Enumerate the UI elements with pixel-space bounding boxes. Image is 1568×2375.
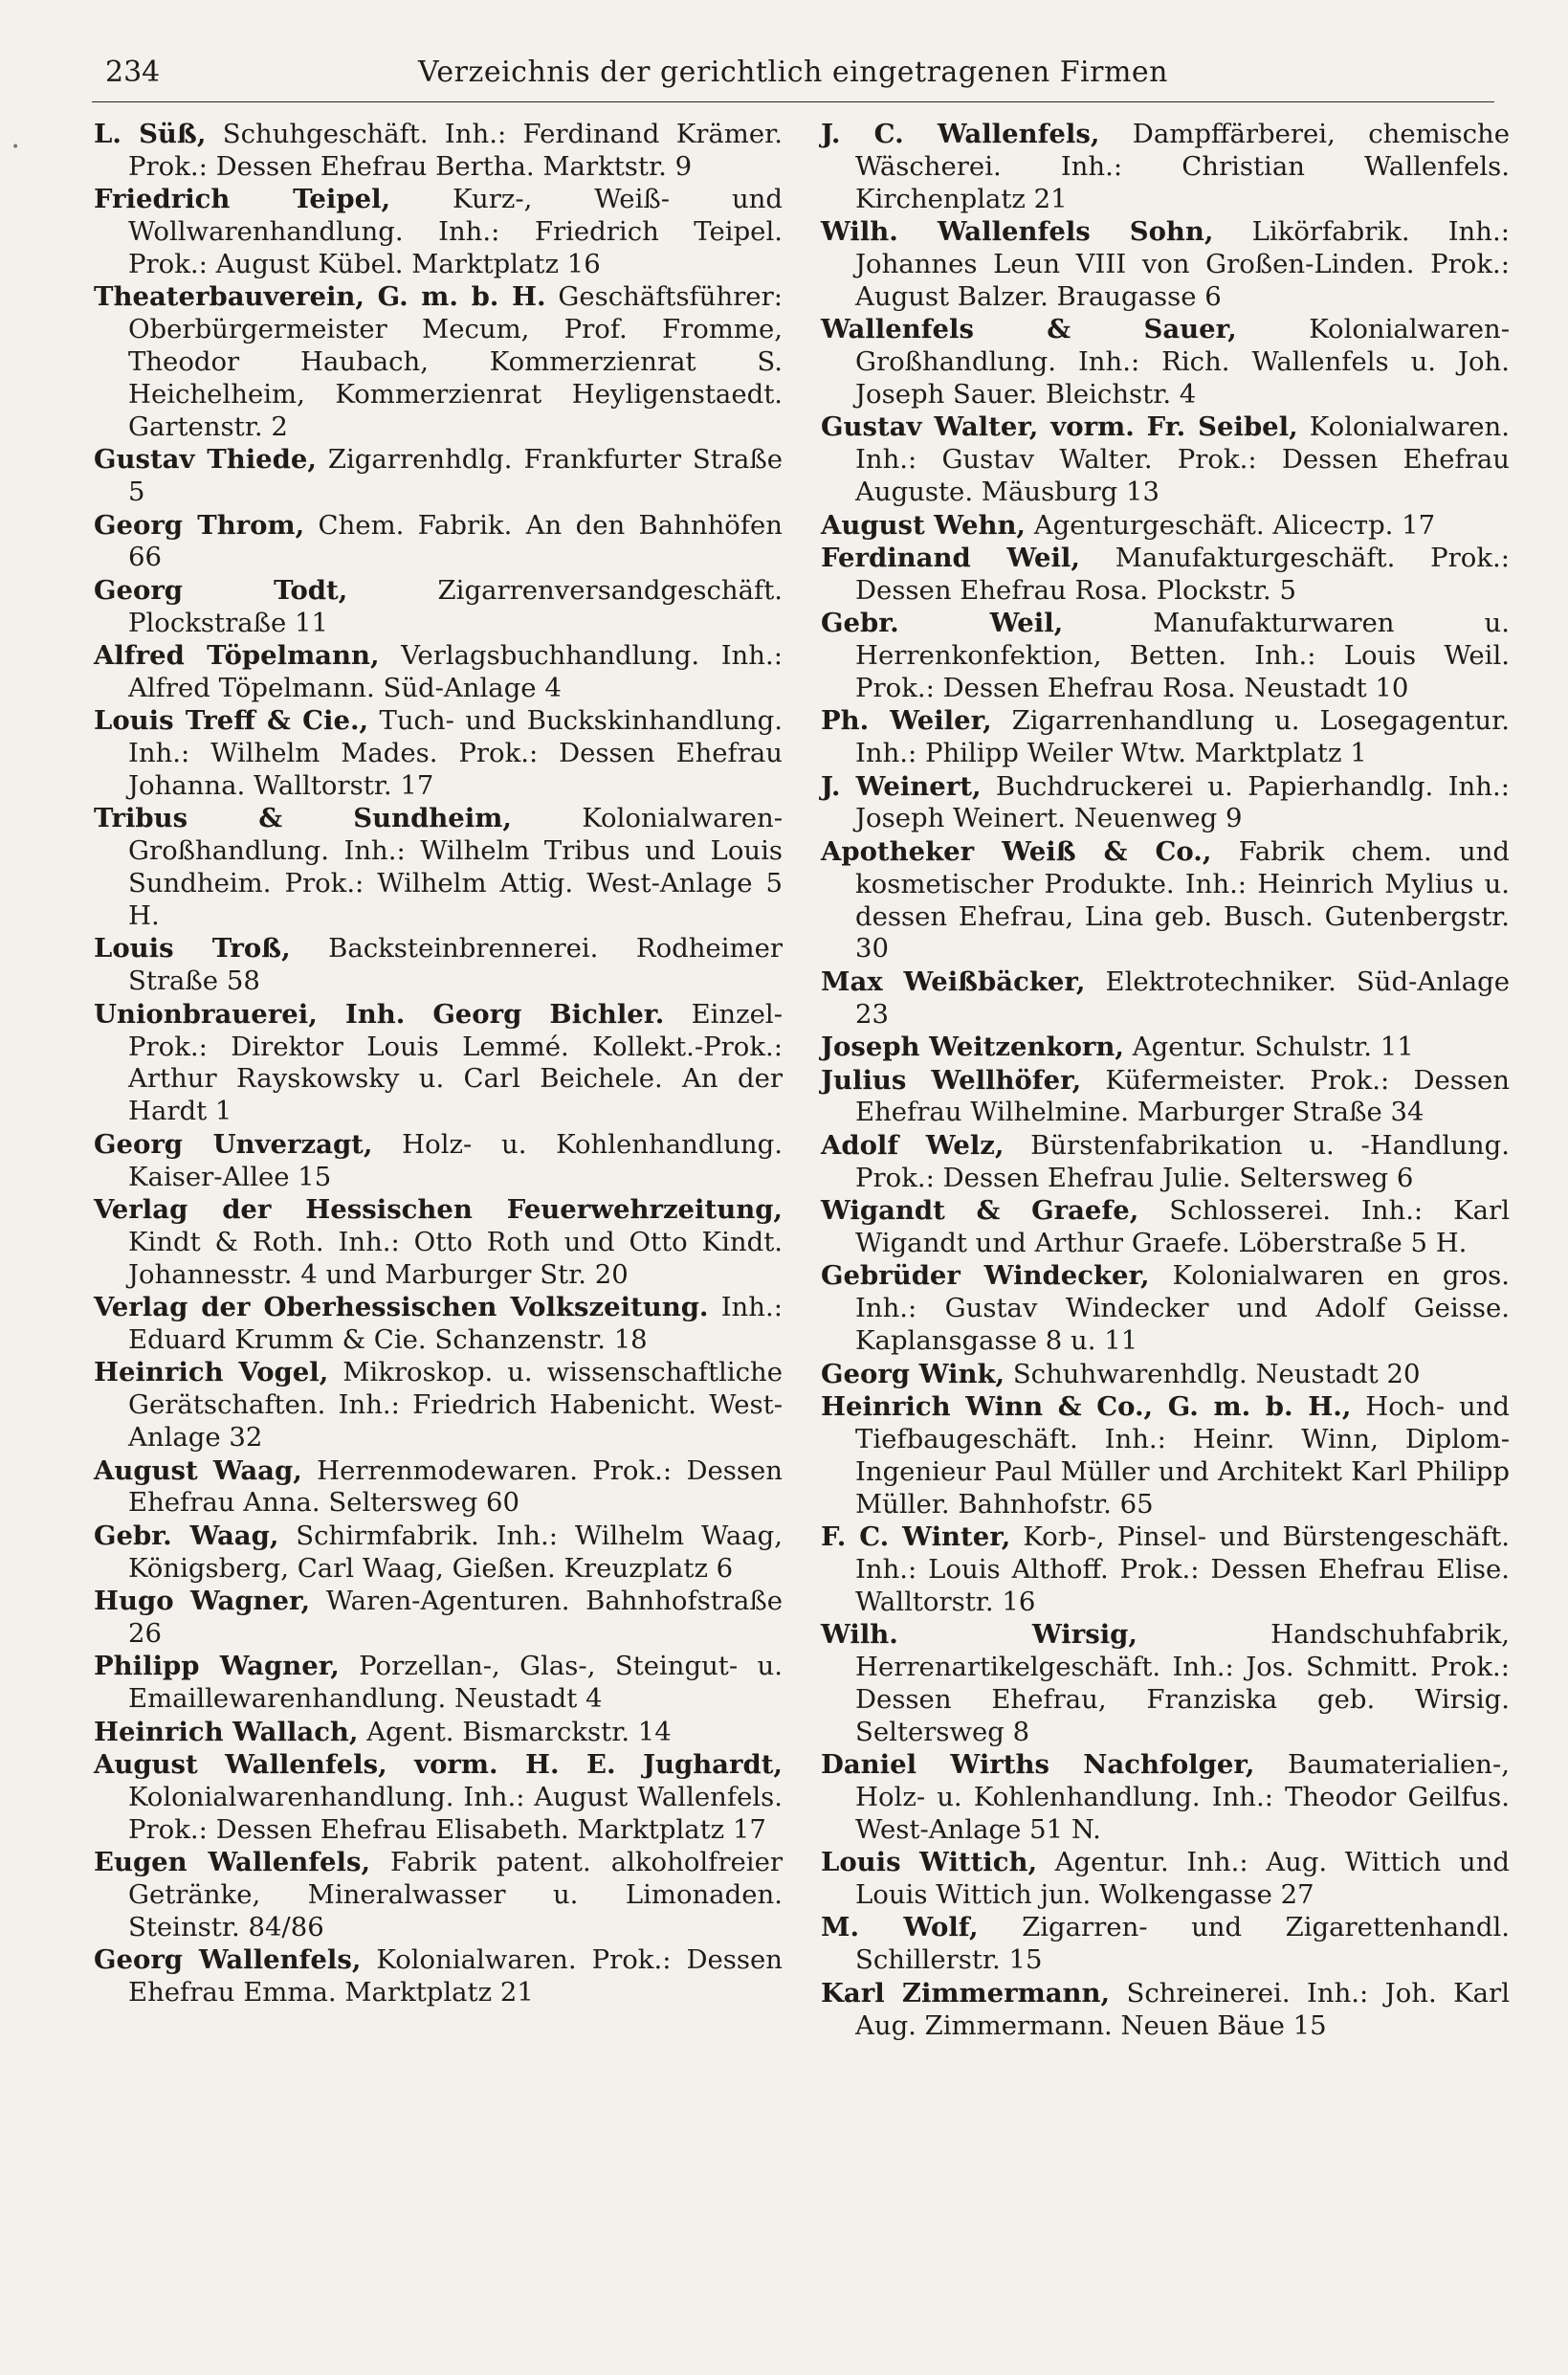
firm-details: Geschäftsführer: Oberbürgermeister Mecum, Prof. Fromme, Theodor Haubach, Kommerzienrat S. Heichelheim, Kommerzienrat Heyligenstaedt. Gartenstr. 2 [128,281,783,442]
directory-entry [94,803,783,932]
firm-name: Joseph Weitzenkorn, [821,1032,1124,1063]
firm-name: Gustav Walter, vorm. Fr. Seibel, [821,411,1298,443]
page-number: 234 [105,55,161,89]
firm-name: Wilh. Wallenfels Sohn, [821,216,1214,248]
firm-name: Heinrich Wallach, [94,1716,359,1747]
directory-entry [94,999,783,1128]
directory-entry [94,1194,783,1292]
firm-details: Baumaterialien-, Holz- u. Kohlenhandlung. Inh.: Theodor Geilfus. West-Anlage 51 N. [855,1749,1510,1845]
directory-entry [821,1391,1510,1520]
firm-name: Theaterbauverein, G. m. b. H. [94,281,546,313]
firm-details: Zigarren- und Zigarettenhandl. Schillerstr. 15 [855,1912,1510,1976]
directory-entry [94,119,783,184]
firm-details: Porzellan-, Glas-, Steingut- u. Emaillewarenhandlung. Neustadt 4 [128,1651,783,1715]
firm-details: Korb-, Pinsel- und Bürstengeschäft. Inh.: Louis Althoff. Prok.: Dessen Ehefrau Elise. Walltorstr. 16 [855,1520,1511,1617]
firm-name: J. Weinert, [821,770,982,802]
directory-entry [94,510,783,575]
firm-details: Holz- u. Kohlenhandlung. Kaiser-Allee 15 [128,1128,783,1192]
firm-details: Schlosserei. Inh.: Karl Wigandt und Arthur Graefe. Löberstraße 5 H. [855,1195,1510,1258]
directory-entry [821,1359,1510,1391]
firm-details: Kolonialwarenhandlung. Inh.: August Wallenfels. Prok.: Dessen Ehefrau Elisabeth. Marktplatz 17 [128,1781,783,1845]
firm-details: Schirmfabrik. Inh.: Wilhelm Waag, Königsberg, Carl Waag, Gießen. Kreuzplatz 6 [128,1520,783,1584]
directory-entry [94,1129,783,1194]
firm-name: Julius Wellhöfer, [821,1064,1082,1096]
firm-name: Ferdinand Weil, [821,542,1080,573]
directory-entry [821,119,1510,216]
firm-details: Kolonialwaren. Inh.: Gustav Walter. Prok.: Dessen Ehefrau Auguste. Mäusburg 13 [855,411,1510,508]
directory-entry [821,1912,1510,1977]
firm-details: Manufakturgeschäft. Prok.: Dessen Ehefrau Rosa. Plockstr. 5 [855,542,1510,606]
directory-entry [821,771,1510,836]
firm-name: August Waag, [94,1454,302,1486]
firm-name: August Wallenfels, vorm. H. E. Jughardt, [94,1749,783,1781]
directory-entry [94,281,783,443]
firm-details: Mikroskop. u. wissenschaftliche Gerätschaften. Inh.: Friedrich Habenicht. West-Anlage 32 [128,1357,783,1454]
directory-entry [94,1651,783,1716]
firm-details: Handschuhfabrik, Herrenartikelgeschäft. Inh.: Jos. Schmitt. Prok.: Dessen Ehefrau, Franziska geb. Wirsig. Seltersweg 8 [855,1619,1510,1747]
directory-entry [94,1520,783,1586]
firm-details: Verlagsbuchhandlung. Inh.: Alfred Töpelmann. Süd-Anlage 4 [128,640,783,703]
firm-details: Kolonialwaren-Großhandlung. Inh.: Rich. Wallenfels u. Joh. Joseph Sauer. Bleichstr. 4 [855,314,1510,410]
directory-entry [94,444,783,509]
directory-entry [821,411,1510,509]
directory-entry [821,216,1510,314]
directory-entry [821,1619,1510,1748]
firm-details: Dampffärberei, chemische Wäscherei. Inh.: Christian Wallenfels. Kirchenplatz 21 [855,119,1510,214]
firm-details: Waren-Agenturen. Bahnhofstraße 26 [128,1586,783,1649]
firm-name: Georg Throm, [94,509,305,541]
firm-details: Elektrotechniker. Süd-Anlage 23 [855,966,1510,1030]
firm-name: J. C. Wallenfels, [821,119,1100,149]
directory-entry [821,314,1510,411]
firm-details: Schuhgeschäft. Inh.: Ferdinand Krämer. Prok.: Dessen Ehefrau Bertha. Marktstr. 9 [128,119,783,182]
firm-name: Friedrich Teipel, [94,184,391,215]
firm-name: Hugo Wagner, [94,1586,311,1617]
directory-entry [821,1260,1510,1358]
directory-entry [94,640,783,705]
directory-entry [821,836,1510,966]
firm-name: Wilh. Wirsig, [821,1619,1137,1651]
left-column [94,119,783,2010]
firm-name: August Wehn, [821,509,1027,541]
right-column [821,119,1510,2043]
firm-details: Kolonialwaren-Großhandlung. Inh.: Wilhelm Tribus und Louis Sundheim. Prok.: Wilhelm Attig. West-Anlage 5 H. [128,803,784,931]
directory-entry [821,1978,1510,2043]
firm-details: Schreinerei. Inh.: Joh. Karl Aug. Zimmermann. Neuen Bäue 15 [855,1977,1510,2041]
firm-name: Georg Wallenfels, [94,1944,362,1976]
firm-details: Agenturgeschäft. Aliceстр. 17 [1026,509,1436,541]
directory-entry [94,1749,783,1847]
firm-details: Inh.: Eduard Krumm & Cie. Schanzenstr. 18 [128,1292,783,1355]
firm-details: Agent. Bismarckstr. 14 [358,1716,672,1747]
firm-name: L. Süß, [94,119,207,149]
firm-name: Adolf Welz, [821,1129,1005,1161]
firm-details: Kindt & Roth. Inh.: Otto Roth und Otto Kindt. Johannesstr. 4 und Marburger Str. 20 [128,1226,783,1290]
directory-entry [821,510,1510,543]
firm-name: Georg Unverzagt, [94,1128,373,1160]
directory-entry [94,1944,783,2009]
firm-details: Buchdruckerei u. Papierhandlg. Inh.: Joseph Weinert. Neuenweg 9 [855,770,1510,834]
firm-name: Unionbrauerei, Inh. Georg Bichler. [94,998,665,1030]
directory-entry [821,1065,1510,1130]
directory-entry [821,1195,1510,1260]
directory-entry [821,705,1510,770]
firm-details: Zigarrenhdlg. Frankfurter Straße 5 [128,444,783,508]
firm-details: Herrenmodewaren. Prok.: Dessen Ehefrau Anna. Seltersweg 60 [128,1454,783,1519]
firm-name: Louis Troß, [94,933,291,965]
firm-details: Kurz-, Weiß- und Wollwarenhandlung. Inh.: Friedrich Teipel. Prok.: August Kübel. Marktplatz 16 [128,184,783,279]
firm-details: Manufakturwaren u. Herrenkonfektion, Betten. Inh.: Louis Weil. Prok.: Dessen Ehefrau Rosa. Neustadt 10 [855,608,1510,703]
directory-entry [94,1357,783,1454]
firm-details: Backsteinbrennerei. Rodheimer Straße 58 [128,933,784,997]
firm-name: Gebr. Waag, [94,1520,279,1551]
firm-name: Ph. Weiler, [821,705,992,737]
firm-name: Louis Treff & Cie., [94,705,369,737]
firm-name: Georg Wink, [821,1358,1005,1389]
firm-details: Hoch- und Tiefbaugeschäft. Inh.: Heinr. Winn, Diplom-Ingenieur Paul Müller und Architekt Karl Philipp Müller. Bahnhofstr. 65 [855,1391,1510,1520]
directory-entry [94,933,783,998]
firm-details: Küfermeister. Prok.: Dessen Ehefrau Wilhelmine. Marburger Straße 34 [855,1064,1510,1128]
directory-entry [821,1847,1510,1912]
directory-entry [94,1847,783,1944]
directory-entry [94,1455,783,1520]
firm-name: Verlag der Hessischen Feuerwehrzeitung, [94,1193,783,1225]
firm-details: Agentur. Schulstr. 11 [1123,1032,1414,1063]
firm-name: Verlag der Oberhessischen Volkszeitung. [94,1292,709,1323]
firm-name: Louis Wittich, [821,1847,1038,1878]
firm-name: Gustav Thiede, [94,444,317,476]
firm-name: M. Wolf, [821,1912,979,1943]
firm-name: Philipp Wagner, [94,1651,340,1682]
firm-details: Tuch- und Buckskinhandlung. Inh.: Wilhelm Mades. Prok.: Dessen Ehefrau Johanna. Walltorstr. 17 [128,705,783,802]
firm-name: Georg Todt, [94,574,348,606]
directory-entry [94,1586,783,1651]
directory-entry [821,1130,1510,1195]
directory-entry [94,1717,783,1749]
firm-details: Fabrik chem. und kosmetischer Produkte. Inh.: Heinrich Mylius u. dessen Ehefrau, Lina geb. Busch. Gutenbergstr. 30 [855,835,1510,965]
directory-entry [94,1292,783,1357]
firm-details: Zigarrenversandgeschäft. Plockstraße 11 [128,574,783,638]
firm-name: Alfred Töpelmann, [94,640,380,672]
firm-name: Heinrich Winn & Co., G. m. b. H., [821,1391,1352,1422]
directory-entry [821,1032,1510,1064]
directory-entry [821,966,1510,1032]
firm-details: Likörfabrik. Inh.: Johannes Leun VIII von Großen-Linden. Prok.: August Balzer. Braugasse 6 [855,216,1510,312]
firm-name: Apotheker Weiß & Co., [821,835,1212,867]
firm-name: Tribus & Sundheim, [94,803,512,834]
margin-mark: • [11,140,20,155]
firm-name: Wallenfels & Sauer, [821,314,1237,345]
directory-entry [94,705,783,803]
directory-entry [821,608,1510,705]
page-header [92,50,1494,102]
firm-details: Schuhwarenhdlg. Neustadt 20 [1005,1358,1421,1389]
directory-entry [94,575,783,640]
firm-details: Chem. Fabrik. An den Bahnhöfen 66 [128,509,784,573]
firm-details: Kolonialwaren en gros. Inh.: Gustav Windecker und Adolf Geisse. Kaplansgasse 8 u. 11 [855,1260,1510,1357]
firm-name: Gebr. Weil, [821,608,1064,639]
firm-name: Eugen Wallenfels, [94,1847,371,1878]
directory-entry [821,1521,1510,1619]
directory-entry [821,543,1510,608]
firm-details: Bürstenfabrikation u. -Handlung. Prok.: Dessen Ehefrau Julie. Seltersweg 6 [855,1129,1510,1193]
running-head: Verzeichnis der gerichtlich eingetragenen Firmen [418,55,1168,89]
firm-name: Daniel Wirths Nachfolger, [821,1749,1255,1781]
firm-details: Kolonialwaren. Prok.: Dessen Ehefrau Emma. Marktplatz 21 [128,1944,783,2009]
firm-name: Max Weißbäcker, [821,966,1086,997]
firm-name: Wigandt & Graefe, [821,1195,1139,1227]
firm-name: F. C. Winter, [821,1520,1011,1552]
firm-name: Heinrich Vogel, [94,1357,329,1388]
firm-details: Fabrik patent. alkoholfreier Getränke, Mineralwasser u. Limonaden. Steinstr. 84/86 [128,1847,783,1942]
directory-entry [94,184,783,281]
firm-details: Agentur. Inh.: Aug. Wittich und Louis Wittich jun. Wolkengasse 27 [855,1847,1511,1911]
firm-name: Karl Zimmermann, [821,1977,1111,2009]
firm-details: Einzel-Prok.: Direktor Louis Lemmé. Kollekt.-Prok.: Arthur Rayskowsky u. Carl Beichele. An der Hardt 1 [128,998,783,1127]
directory-entry [821,1749,1510,1847]
firm-name: Gebrüder Windecker, [821,1260,1150,1292]
firm-details: Zigarrenhandlung u. Losegagentur. Inh.: Philipp Weiler Wtw. Marktplatz 1 [855,705,1510,769]
